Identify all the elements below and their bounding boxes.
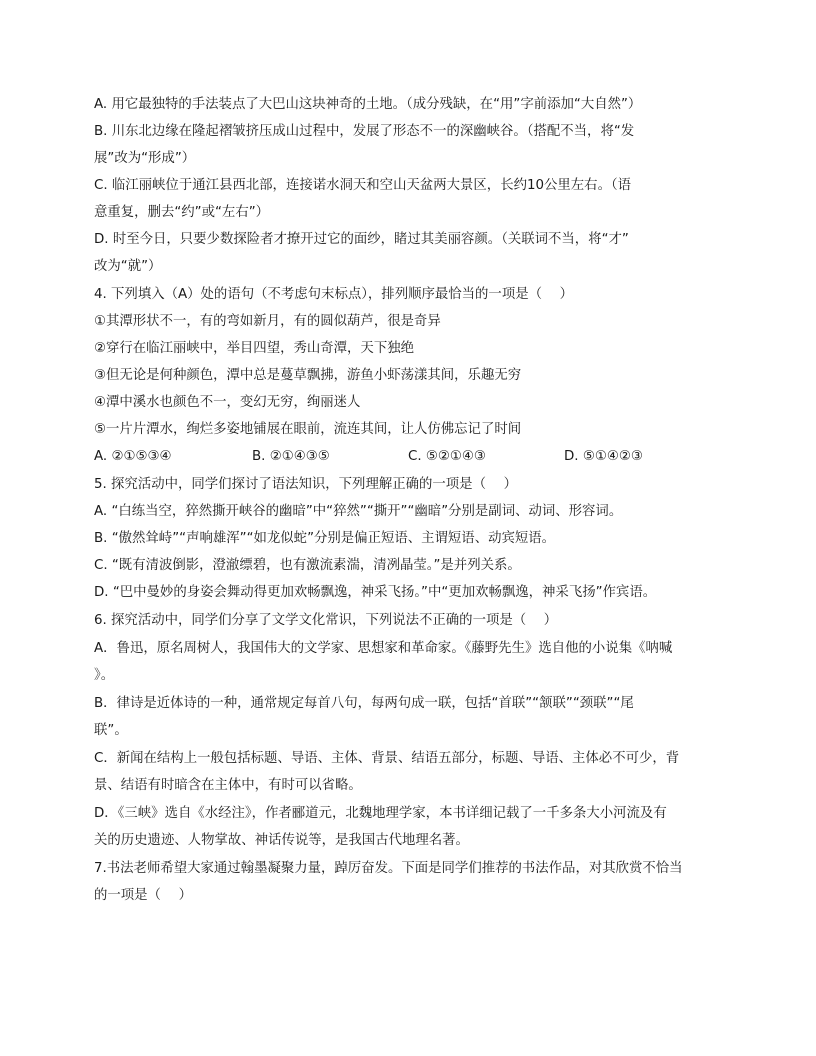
q4-choice-c: C. ⑤②①④③ [408, 449, 486, 464]
q4-choice-a: A. ②①⑤③④ [94, 449, 172, 464]
q6-option-c-cont: 景、结语有时暗含在主体中，有时可以省略。 [94, 778, 362, 793]
q5-option-a: A. “白练当空，猝然撕开峡谷的幽暗”中“猝然”“撕开”“幽暗”分别是副词、动词、形容词。 [94, 504, 623, 519]
q4-choices [94, 448, 724, 466]
q6-option-b: B．律诗是近体诗的一种，通常规定每首八句，每两句成一联，包括“首联”“颔联”“颈联”“尾 [94, 696, 634, 711]
q4-sentence-4: ④潭中溪水也颜色不一，变幻无穷，绚丽迷人 [94, 395, 361, 410]
q4-sentence-5: ⑤一片片潭水，绚烂多姿地铺展在眼前，流连其间，让人仿佛忘记了时间 [94, 422, 522, 437]
q5-option-c: C. “既有清波倒影，澄澈缥碧，也有激流素湍，清冽晶莹。”是并列关系。 [94, 558, 521, 573]
q3-option-c-cont: 意重复，删去“约”或“左右”） [94, 205, 270, 220]
q5-option-d: D. “巴中曼妙的身姿会舞动得更加欢畅飘逸，神采飞扬。”中“更加欢畅飘逸，神采飞扬”作宾语。 [94, 585, 657, 600]
q5-stem: 5. 探究活动中，同学们探讨了语法知识，下列理解正确的一项是（ ） [94, 477, 518, 492]
q4-sentence-1: ①其潭形状不一，有的弯如新月，有的圆似葫芦，很是奇异 [94, 314, 441, 329]
q4-sentence-2: ②穿行在临江丽峡中，举目四望，秀山奇潭，天下独绝 [94, 341, 414, 356]
q3-option-b-cont: 展”改为“形成”） [94, 151, 196, 166]
q4-choice-b: B. ②①④③⑤ [252, 449, 330, 464]
q6-option-a-cont: 》。 [94, 668, 115, 683]
q6-option-b-cont: 联”。 [94, 723, 128, 738]
q6-stem: 6. 探究活动中，同学们分享了文学文化常识，下列说法不正确的一项是（ ） [94, 613, 558, 628]
q6-option-a: A．鲁迅，原名周树人，我国伟大的文学家、思想家和革命家。《藤野先生》选自他的小说集《呐喊 [94, 641, 673, 656]
q3-option-b: B. 川东北边缘在隆起褶皱挤压成山过程中，发展了形态不一的深幽峡谷。（搭配不当，将“发 [94, 124, 635, 139]
q7-stem-cont: 的一项是（ ） [94, 888, 192, 903]
q6-option-c: C．新闻在结构上一般包括标题、导语、主体、背景、结语五部分，标题、导语、主体必不可少，背 [94, 751, 680, 766]
q3-option-a: A. 用它最独特的手法装点了大巴山这块神奇的土地。（成分残缺，在“用”字前添加“大自然”） [94, 97, 642, 112]
q3-option-d-cont: 改为“就”） [94, 259, 162, 274]
q3-option-c: C. 临江丽峡位于通江县西北部，连接诺水洞天和空山天盆两大景区，长约10公里左右。（语 [94, 178, 632, 193]
q6-option-d: D．《三峡》选自《水经注》，作者郦道元，北魏地理学家，本书详细记载了一千多条大小河流及有 [94, 806, 667, 821]
q4-stem: 4. 下列填入（A）处的语句（不考虑句末标点），排列顺序最恰当的一项是（ ） [94, 287, 574, 302]
q3-option-d: D. 时至今日，只要少数探险者才撩开过它的面纱，睹过其美丽容颜。（关联词不当，将“才” [94, 232, 629, 247]
q7-stem: 7.书法老师希望大家通过翰墨凝聚力量，踔厉奋发。下面是同学们推荐的书法作品，对其欣赏不恰当 [94, 861, 683, 876]
q6-option-d-cont: 关的历史遗迹、人物掌故、神话传说等，是我国古代地理名著。 [94, 833, 469, 848]
q4-sentence-3: ③但无论是何种颜色，潭中总是蔓草飘拂，游鱼小虾荡漾其间，乐趣无穷 [94, 368, 522, 383]
q5-option-b: B. “傲然耸峙”“声响雄浑”“如龙似蛇”分别是偏正短语、主谓短语、动宾短语。 [94, 531, 556, 546]
q4-choice-d: D. ⑤①④②③ [564, 449, 643, 464]
